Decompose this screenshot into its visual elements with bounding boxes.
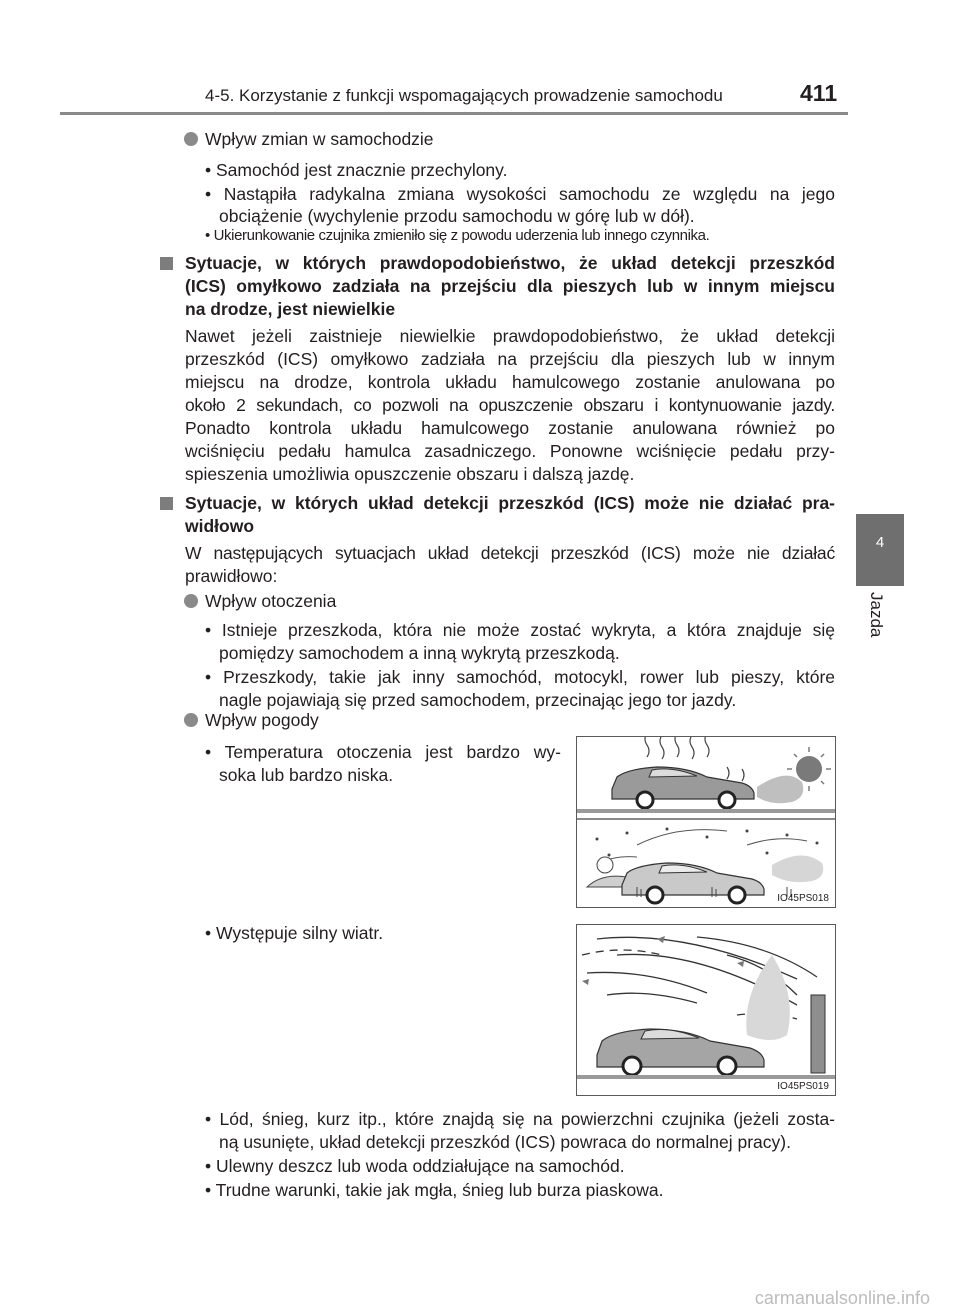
body-line: Nawet jeżeli zaistnieje niewielkie prawdopodobieństwo, że układ detekcji [185,326,835,346]
circle-bullet-icon [184,594,198,608]
chapter-label [858,592,902,652]
page-header [0,0,960,120]
header-divider [60,112,848,115]
bullet-line: • Przeszkody, takie jak inny samochód, motocykl, rower lub pieszy, które [205,667,835,687]
page-number: 411 [800,80,838,106]
bullet-line: obciążenie (wychylenie przodu samochodu w górę lub w dół). [219,206,695,226]
bullet-line: • Samochód jest znacznie przechylony. [205,160,508,180]
section-heading: na drodze, jest niewielkie [185,299,396,319]
bullet-line: • Temperatura otoczenia jest bardzo wy- [205,742,561,762]
body-line: prawidłowo: [185,566,278,586]
circle-bullet-icon [184,713,198,727]
subheading: Wpływ otoczenia [205,591,337,611]
chapter-tab [856,514,904,586]
figure-code: IO45PS018 [777,893,829,904]
section-heading: Sytuacje, w których układ detekcji przeszkód (ICS) może nie działać pra- [185,493,835,513]
wind-illustration [576,924,836,1096]
section-heading: (ICS) omyłkowo zadziała na przejściu dla pieszych lub w innym miejscu [185,276,835,296]
bullet-line: • Występuje silny wiatr. [205,923,384,943]
chapter-number: 4 [875,534,885,551]
body-line: przeszkód (ICS) omyłkowo zadziała na przejściu dla pieszych lub w innym [185,349,835,369]
bullet-line: • Nastąpiła radykalna zmiana wysokości samochodu ze względu na jego [205,184,835,204]
bullet-line: soka lub bardzo niska. [219,765,394,785]
bullet-line: • Lód, śnieg, kurz itp., które znajdą się na powierzchni czujnika (jeżeli zosta- [205,1109,835,1129]
bullet-line: pomiędzy samochodem a inną wykrytą przeszkodą. [219,643,620,663]
bullet-line: nagle pojawiają się przed samochodem, przecinając jego tor jazdy. [219,690,737,710]
body-line: miejscu na drodze, kontrola układu hamulcowego zostanie anulowana po [185,372,835,392]
bullet-line: • Ulewny deszcz lub woda oddziałujące na samochód. [205,1156,625,1176]
body-line: W następujących sytuacjach układ detekcji przeszkód (ICS) może nie działać [185,543,835,563]
watermark: carmanualsonline.info [754,1288,930,1308]
bullet-line: • Istnieje przeszkoda, która nie może zostać wykryta, a która znajduje się [205,620,835,640]
bullet-line: • Trudne warunki, takie jak mgła, śnieg lub burza piaskowa. [205,1180,664,1200]
hot-cold-scene-icon [577,737,836,908]
body-line: spieszenia umożliwia opuszczenie obszaru i dalszą jazdę. [185,464,635,484]
bullet-line: • Ukierunkowanie czujnika zmieniło się z powodu uderzenia lub innego czynnika. [205,227,710,244]
subheading: Wpływ pogody [205,710,319,730]
square-bullet-icon [160,497,173,510]
body-line: wciśnięciu pedału hamulca zasadniczego. Ponowne wciśnięcie pedału przy- [185,441,835,461]
section-title: 4-5. Korzystanie z funkcji wspomagających prowadzenie samochodu [205,86,723,105]
chapter-label-text: Jazda [867,592,886,638]
section-heading: Sytuacje, w których prawdopodobieństwo, że układ detekcji przeszkód [185,253,835,273]
figure-code: IO45PS019 [777,1081,829,1092]
circle-bullet-icon [184,132,198,146]
subheading: Wpływ zmian w samochodzie [205,129,434,149]
section-heading: widłowo [185,516,255,536]
body-line: Ponadto kontrola układu hamulcowego zostanie anulowana również po [185,418,835,438]
weather-illustration [576,736,836,908]
bullet-line: ną usunięte, układ detekcji przeszkód (ICS) powraca do normalnej pracy). [219,1132,791,1152]
strong-wind-scene-icon [577,925,836,1096]
body-line: około 2 sekundach, co pozwoli na opuszczenie obszaru i kontynuowanie jazdy. [185,395,835,415]
square-bullet-icon [160,257,173,270]
